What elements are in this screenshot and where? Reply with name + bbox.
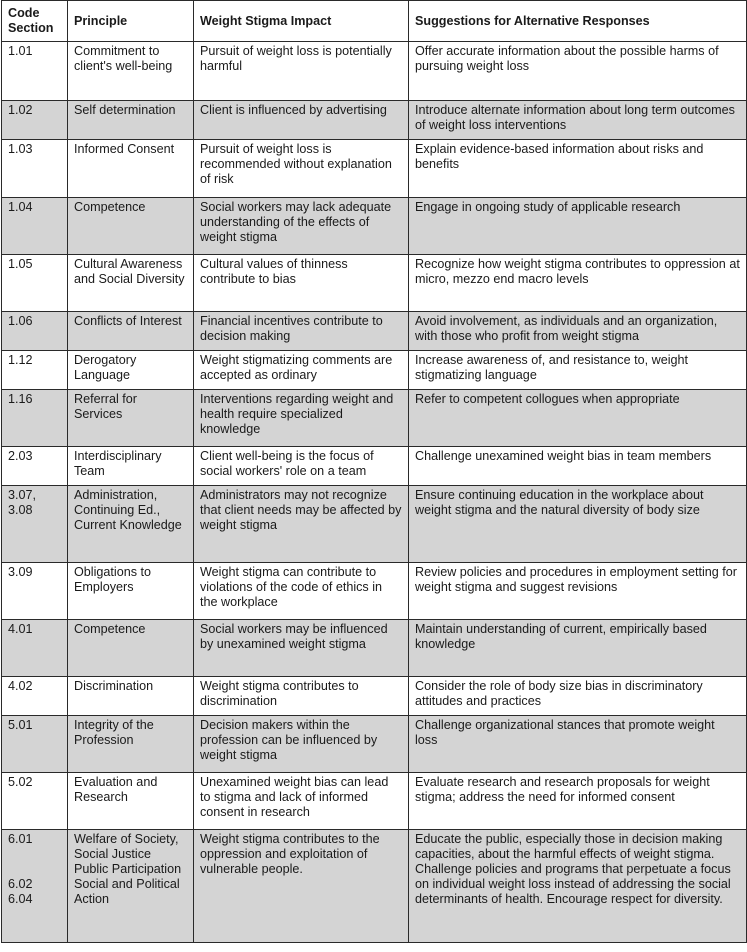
table-row [2, 390, 747, 447]
code-cell: 1.16 [2, 390, 68, 447]
table-row [2, 351, 747, 390]
impact-cell: Decision makers within the profession can be influenced by weight stigma [194, 716, 409, 773]
principle-cell: Commitment to client's well-being [68, 42, 194, 101]
principle-cell: Referral for Services [68, 390, 194, 447]
table-row [2, 255, 747, 312]
code-cell: 5.01 [2, 716, 68, 773]
impact-cell: Financial incentives contribute to decision making [194, 312, 409, 351]
principle-cell: Informed Consent [68, 140, 194, 198]
impact-cell: Administrators may not recognize that client needs may be affected by weight stigma [194, 486, 409, 563]
table-row [2, 447, 747, 486]
code-cell: 1.01 [2, 42, 68, 101]
suggestion-cell: Challenge organizational stances that promote weight loss [409, 716, 747, 773]
impact-cell: Unexamined weight bias can lead to stigma and lack of informed consent in research [194, 773, 409, 830]
principle-cell: Discrimination [68, 677, 194, 716]
table-row [2, 563, 747, 620]
header-row [2, 1, 747, 42]
principle-cell: Competence [68, 198, 194, 255]
impact-cell: Weight stigma can contribute to violations of the code of ethics in the workplace [194, 563, 409, 620]
suggestion-cell: Introduce alternate information about long term outcomes of weight loss interventions [409, 101, 747, 140]
principle-cell: Integrity of the Profession [68, 716, 194, 773]
impact-cell: Weight stigmatizing comments are accepted as ordinary [194, 351, 409, 390]
table-row [2, 140, 747, 198]
code-cell: 1.04 [2, 198, 68, 255]
code-cell: 3.09 [2, 563, 68, 620]
table-row [2, 101, 747, 140]
suggestion-cell: Recognize how weight stigma contributes to oppression at micro, mezzo end macro levels [409, 255, 747, 312]
impact-cell: Cultural values of thinness contribute to bias [194, 255, 409, 312]
impact-cell: Pursuit of weight loss is potentially harmful [194, 42, 409, 101]
header-principle: Principle [68, 1, 194, 42]
impact-cell: Social workers may lack adequate understanding of the effects of weight stigma [194, 198, 409, 255]
suggestion-cell: Increase awareness of, and resistance to, weight stigmatizing language [409, 351, 747, 390]
principle-cell: Conflicts of Interest [68, 312, 194, 351]
principle-cell: Cultural Awareness and Social Diversity [68, 255, 194, 312]
suggestion-cell: Challenge unexamined weight bias in team members [409, 447, 747, 486]
suggestion-cell: Explain evidence-based information about risks and benefits [409, 140, 747, 198]
code-cell: 3.07, 3.08 [2, 486, 68, 563]
table-row [2, 830, 747, 943]
code-cell: 1.03 [2, 140, 68, 198]
header-code-section: Code Section [2, 1, 68, 42]
code-cell: 1.05 [2, 255, 68, 312]
impact-cell: Weight stigma contributes to discrimination [194, 677, 409, 716]
impact-cell: Client well-being is the focus of social workers' role on a team [194, 447, 409, 486]
suggestion-cell: Avoid involvement, as individuals and an organization, with those who profit from weight stigma [409, 312, 747, 351]
suggestion-cell: Refer to competent collogues when appropriate [409, 390, 747, 447]
table-row [2, 620, 747, 677]
impact-cell: Interventions regarding weight and health require specialized knowledge [194, 390, 409, 447]
principle-cell: Interdisciplinary Team [68, 447, 194, 486]
suggestion-cell: Ensure continuing education in the workplace about weight stigma and the natural diversity of body size [409, 486, 747, 563]
ethics-weight-stigma-table [1, 0, 747, 943]
suggestion-cell: Maintain understanding of current, empirically based knowledge [409, 620, 747, 677]
principle-cell: Obligations to Employers [68, 563, 194, 620]
table-row [2, 198, 747, 255]
code-cell: 6.01 6.02 6.04 [2, 830, 68, 943]
principle-cell: Competence [68, 620, 194, 677]
principle-cell: Administration, Continuing Ed., Current Knowledge [68, 486, 194, 563]
suggestion-cell: Engage in ongoing study of applicable research [409, 198, 747, 255]
code-cell: 4.02 [2, 677, 68, 716]
code-cell: 1.12 [2, 351, 68, 390]
table-row [2, 773, 747, 830]
principle-cell: Derogatory Language [68, 351, 194, 390]
table-row [2, 312, 747, 351]
impact-cell: Client is influenced by advertising [194, 101, 409, 140]
principle-cell: Welfare of Society, Social Justice Public Participation Social and Political Action [68, 830, 194, 943]
header-impact: Weight Stigma Impact [194, 1, 409, 42]
impact-cell: Pursuit of weight loss is recommended without explanation of risk [194, 140, 409, 198]
code-cell: 1.06 [2, 312, 68, 351]
principle-cell: Evaluation and Research [68, 773, 194, 830]
code-cell: 2.03 [2, 447, 68, 486]
suggestion-cell: Consider the role of body size bias in discriminatory attitudes and practices [409, 677, 747, 716]
impact-cell: Weight stigma contributes to the oppression and exploitation of vulnerable people. [194, 830, 409, 943]
code-cell: 1.02 [2, 101, 68, 140]
code-cell: 4.01 [2, 620, 68, 677]
suggestion-cell: Review policies and procedures in employment setting for weight stigma and suggest revisions [409, 563, 747, 620]
suggestion-cell: Educate the public, especially those in decision making capacities, about the harmful effects of weight stigma. Challenge policies and programs that perpetuate a focus on individual weight loss instead of addressing the social determinants of health. Encourage respect for diversity. [409, 830, 747, 943]
table-row [2, 716, 747, 773]
table-row [2, 677, 747, 716]
suggestion-cell: Evaluate research and research proposals for weight stigma; address the need for informed consent [409, 773, 747, 830]
header-suggestions: Suggestions for Alternative Responses [409, 1, 747, 42]
suggestion-cell: Offer accurate information about the possible harms of pursuing weight loss [409, 42, 747, 101]
principle-cell: Self determination [68, 101, 194, 140]
impact-cell: Social workers may be influenced by unexamined weight stigma [194, 620, 409, 677]
table-row [2, 42, 747, 101]
code-cell: 5.02 [2, 773, 68, 830]
table-row [2, 486, 747, 563]
